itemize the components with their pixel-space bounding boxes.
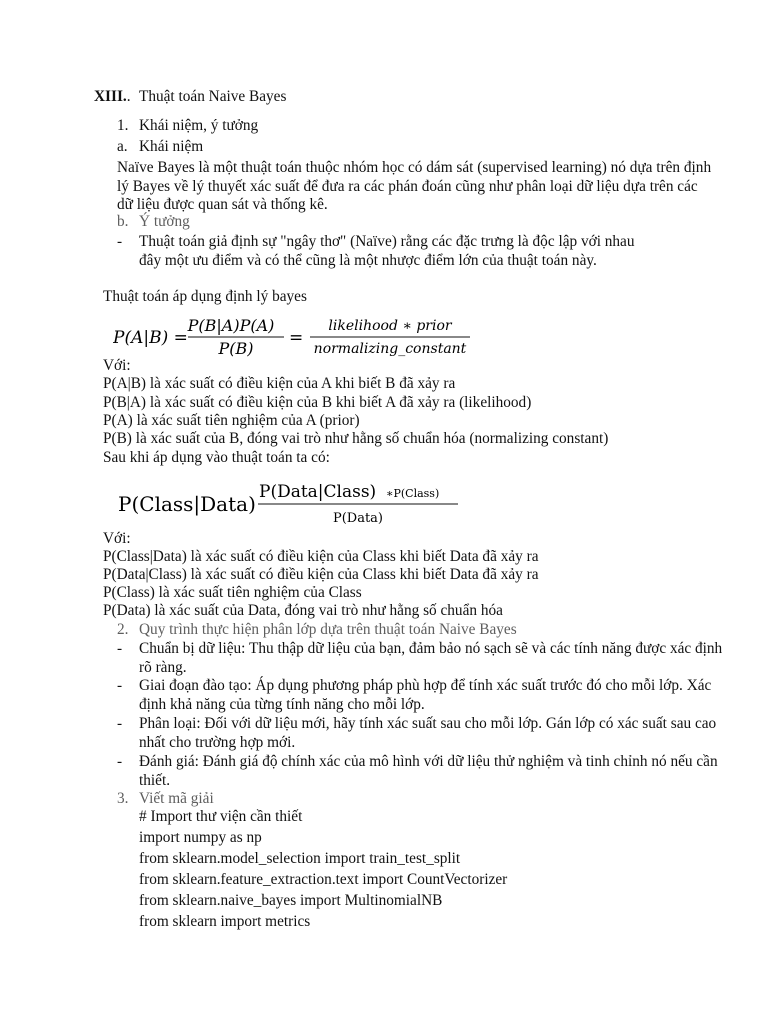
section-2-title: Quy trình thực hiện phân lớp dựa trên thuật toán Naive Bayes	[139, 621, 517, 638]
section-3-title: Viết mã giải	[139, 790, 214, 807]
section-2-number: 2.	[117, 621, 129, 638]
section-1-number: 1.	[117, 117, 129, 134]
chapter-heading	[94, 88, 131, 106]
section-1a-letter: a.	[117, 138, 128, 155]
formula-numerator: P(B|A)P(A)	[187, 316, 275, 335]
concept-paragraph: Naïve Bayes là một thuật toán thuộc nhóm học có dám sát (supervised learning) nó dựa trên định lý Bayes về lý thuyết xác suất để đưa ra các phán đoán cũng như phân loại dữ liệu dựa trên các dữ liệu được quan sát và thống kê.	[117, 159, 712, 213]
section-3-number: 3.	[117, 790, 129, 807]
code-line: from sklearn.feature_extraction.text import CountVectorizer	[139, 871, 508, 888]
bayes-intro-line: Thuật toán áp dụng định lý bayes	[103, 288, 307, 305]
bullet-dash: -	[117, 677, 123, 694]
process-step: Phân loại: Đối với dữ liệu mới, hãy tính xác suất sau cho mỗi lớp. Gán lớp có xác suất sau cao nhất cho trường hợp mới.	[139, 715, 717, 751]
definition-line: Sau khi áp dụng vào thuật toán ta có:	[103, 449, 330, 466]
bayes-formula	[113, 311, 483, 366]
section-1b-title: Ý tưởng	[139, 213, 190, 230]
process-step: Giai đoạn đào tạo: Áp dụng phương pháp phù hợp để tính xác suất trước đó cho mỗi lớp. Xác định khả năng của từng tính năng cho mỗi lớp.	[139, 677, 712, 713]
formula2-numerator-tail: ∗P(Class)	[386, 487, 440, 500]
chapter-title: Thuật toán Naive Bayes	[139, 88, 287, 105]
formula2-denominator: P(Data)	[332, 511, 384, 526]
definition-line: P(Data|Class) là xác suất có điều kiện của Class khi biết Data đã xảy ra	[103, 566, 539, 583]
definition-line: P(A|B) là xác suất có điều kiện của A khi biết B đã xảy ra	[103, 375, 456, 392]
formula-equals: =	[289, 328, 304, 348]
section-1-title: Khái niệm, ý tưởng	[139, 117, 259, 134]
formula2-lhs: P(Class|Data)	[118, 492, 256, 516]
code-line: from sklearn.naive_bayes import MultinomialNB	[139, 892, 443, 909]
process-step: Chuẩn bị dữ liệu: Thu thập dữ liệu của bạn, đảm bảo nó sạch sẽ và các tính năng được xác định rõ ràng.	[139, 640, 723, 676]
formula-denominator: P(B)	[218, 339, 254, 358]
bullet-dash: -	[117, 715, 123, 732]
chapter-number-sep: .	[126, 88, 131, 105]
chapter-number: XIII.	[94, 88, 127, 105]
bullet-dash: -	[117, 753, 123, 770]
section-1b-letter: b.	[117, 213, 129, 230]
definition-line: P(B) là xác suất của B, đóng vai trò như hằng số chuẩn hóa (normalizing constant)	[103, 430, 609, 447]
definition-line: P(Class) là xác suất tiên nghiệm của Class	[103, 584, 362, 601]
process-step: Đánh giá: Đánh giá độ chính xác của mô hình với dữ liệu thử nghiệm và tinh chỉnh nó nếu cần thiết.	[139, 753, 718, 789]
section-1a-title: Khái niệm	[139, 138, 204, 155]
definition-line: P(Data) là xác suất của Data, đóng vai trò như hằng số chuẩn hóa	[103, 602, 503, 619]
bullet-dash: -	[117, 640, 123, 657]
code-line: import numpy as np	[139, 829, 262, 846]
formula-numerator-2: likelihood ∗ prior	[328, 318, 452, 334]
formula-lhs: P(A|B) =	[113, 328, 188, 348]
definition-line: P(A) là xác suất tiên nghiệm của A (prior)	[103, 412, 360, 429]
naive-bayes-formula	[118, 476, 468, 537]
with-label-2: Với:	[103, 530, 131, 547]
definition-line: P(Class|Data) là xác suất có điều kiện của Class khi biết Data đã xảy ra	[103, 548, 539, 565]
with-label-1: Với:	[103, 357, 131, 374]
code-line: from sklearn.model_selection import train_test_split	[139, 850, 461, 867]
definition-line: P(B|A) là xác suất có điều kiện của B khi biết A đã xảy ra (likelihood)	[103, 394, 532, 411]
code-line: from sklearn import metrics	[139, 913, 311, 930]
code-line: # Import thư viện cần thiết	[139, 808, 303, 825]
formula-denominator-2: normalizing_constant	[313, 341, 467, 357]
formula2-numerator: P(Data|Class)	[259, 482, 377, 502]
idea-bullet: Thuật toán giả định sự "ngây thơ" (Naïve) rằng các đặc trưng là độc lập với nhau đây một ưu điểm và có thể cũng là một nhược điểm lớn của thuật toán này.	[139, 233, 635, 269]
bullet-dash: -	[117, 233, 123, 250]
